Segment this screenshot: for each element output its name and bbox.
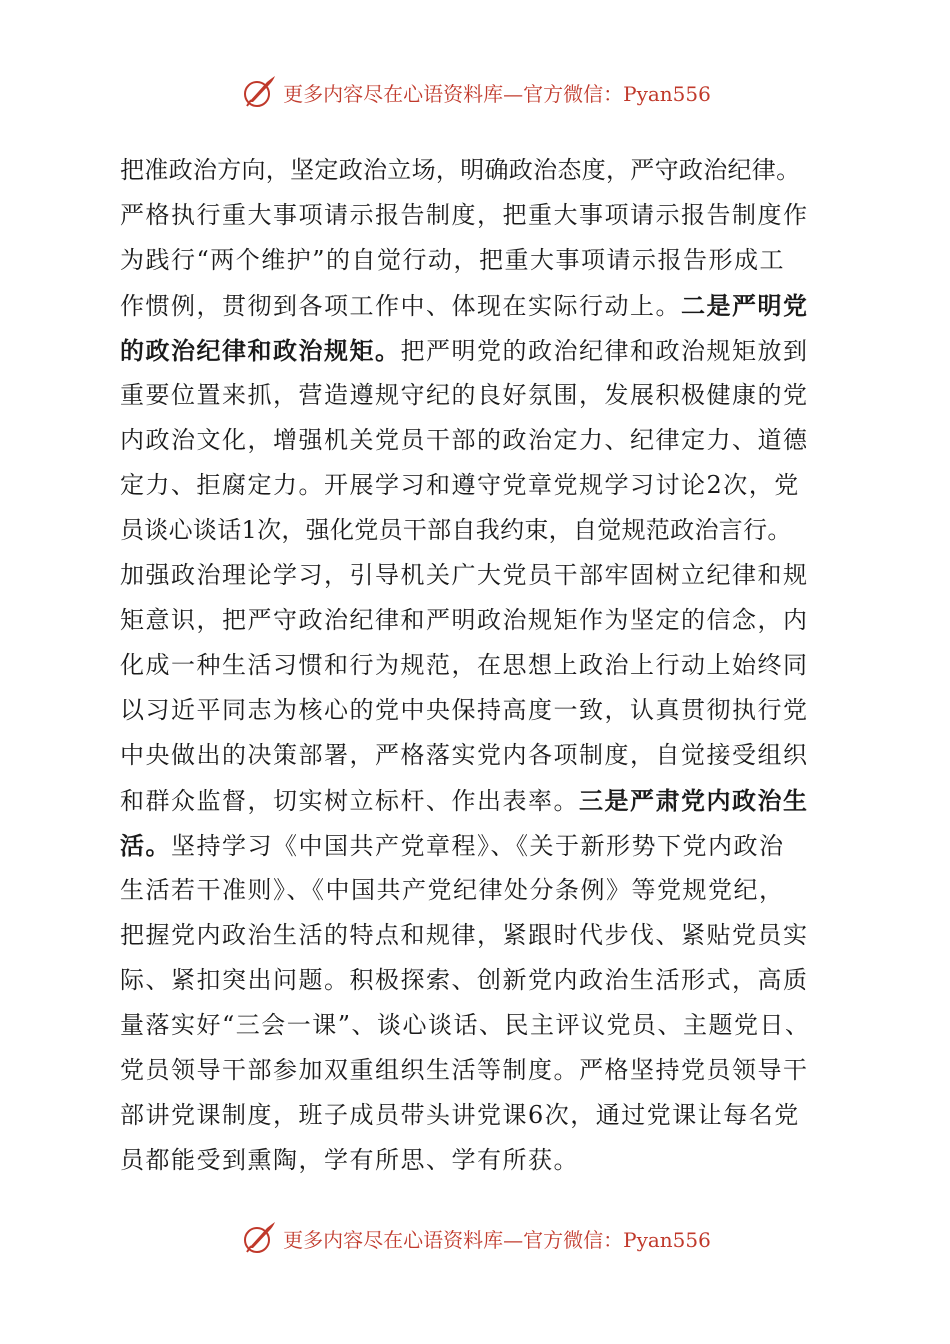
text-line xyxy=(120,1048,820,1093)
text-line xyxy=(120,238,820,283)
body-text: 为践行“两个维护”的自觉行动，把重大事项请示报告形成工 xyxy=(120,246,786,274)
quill-logo-icon xyxy=(239,1218,279,1258)
body-text: 化成一种生活习惯和行为规范，在思想上政治上行动上始终同 xyxy=(120,651,809,679)
text-line xyxy=(120,328,820,373)
body-text: 定力、拒腐定力。开展学习和遵守党章党规学习讨论2次，党 xyxy=(120,471,800,499)
text-line xyxy=(120,868,820,913)
body-text: 际、紧扣突出问题。积极探索、创新党内政治生活形式，高质 xyxy=(120,966,809,994)
body-text: 作惯例，贯彻到各项工作中、体现在实际行动上。 xyxy=(120,292,681,320)
text-line xyxy=(120,373,820,418)
document-body xyxy=(120,148,820,1183)
body-text: 内政治文化，增强机关党员干部的政治定力、纪律定力、道德 xyxy=(120,426,809,454)
text-line xyxy=(120,643,820,688)
body-text: 把握党内政治生活的特点和规律，紧跟时代步伐、紧贴党员实 xyxy=(120,921,809,949)
text-line xyxy=(120,733,820,778)
text-line xyxy=(120,958,820,1003)
text-line xyxy=(120,598,820,643)
body-text: 员都能受到熏陶，学有所思、学有所获。 xyxy=(120,1146,579,1174)
bold-heading-text: 的政治纪律和政治规矩。 xyxy=(120,336,401,365)
text-line xyxy=(120,778,820,823)
banner-wechat-text: 官方微信：Pyan556 xyxy=(523,1227,711,1252)
footer-banner xyxy=(0,1216,950,1260)
bold-heading-text: 活。 xyxy=(120,831,171,860)
body-text: 党员领导干部参加双重组织生活等制度。严格坚持党员领导干 xyxy=(120,1056,809,1084)
text-line xyxy=(120,283,820,328)
text-line xyxy=(120,148,820,193)
text-line xyxy=(120,508,820,553)
quill-logo-icon xyxy=(239,72,279,112)
header-banner xyxy=(0,70,950,114)
bold-heading-text: 三是严肃党内政治生 xyxy=(579,786,809,815)
body-text: 中央做出的决策部署，严格落实党内各项制度，自觉接受组织 xyxy=(120,741,809,769)
text-line xyxy=(120,1093,820,1138)
banner-text xyxy=(283,78,711,107)
text-line xyxy=(120,688,820,733)
body-text: 矩意识，把严守政治纪律和严明政治规矩作为坚定的信念，内 xyxy=(120,606,809,634)
text-line xyxy=(120,823,820,868)
body-text: 把准政治方向，坚定政治立场，明确政治态度，严守政治纪律。 xyxy=(120,156,801,184)
banner-library-text: 更多内容尽在心语资料库 xyxy=(283,1227,504,1252)
banner-dash: — xyxy=(503,81,524,106)
body-text: 加强政治理论学习，引导机关广大党员干部牢固树立纪律和规 xyxy=(120,561,809,589)
banner-text xyxy=(283,1224,711,1253)
text-line xyxy=(120,1003,820,1048)
body-text: 重要位置来抓，营造遵规守纪的良好氛围，发展积极健康的党 xyxy=(120,381,809,409)
body-text: 严格执行重大事项请示报告制度，把重大事项请示报告制度作 xyxy=(120,201,809,229)
body-text: 以习近平同志为核心的党中央保持高度一致，认真贯彻执行党 xyxy=(120,696,809,724)
body-text: 生活若干准则》、《中国共产党纪律处分条例》等党规党纪， xyxy=(120,876,785,904)
text-line xyxy=(120,418,820,463)
banner-dash: — xyxy=(503,1227,524,1252)
text-line xyxy=(120,913,820,958)
text-line xyxy=(120,463,820,508)
body-text: 坚持学习《中国共产党章程》、《关于新形势下党内政治 xyxy=(171,832,785,860)
banner-wechat-text: 官方微信：Pyan556 xyxy=(523,81,711,106)
text-line xyxy=(120,1138,820,1183)
body-text: 把严明党的政治纪律和政治规矩放到 xyxy=(400,337,809,365)
body-text: 和群众监督，切实树立标杆、作出表率。 xyxy=(120,787,579,815)
body-text: 员谈心谈话1次，强化党员干部自我约束，自觉规范政治言行。 xyxy=(120,516,792,544)
body-text: 量落实好“三会一课”、谈心谈话、民主评议党员、主题党日、 xyxy=(120,1011,811,1039)
body-text: 部讲党课制度，班子成员带头讲党课6次，通过党课让每名党 xyxy=(120,1101,800,1129)
text-line xyxy=(120,193,820,238)
text-line xyxy=(120,553,820,598)
banner-library-text: 更多内容尽在心语资料库 xyxy=(283,81,504,106)
bold-heading-text: 二是严明党 xyxy=(681,291,809,320)
